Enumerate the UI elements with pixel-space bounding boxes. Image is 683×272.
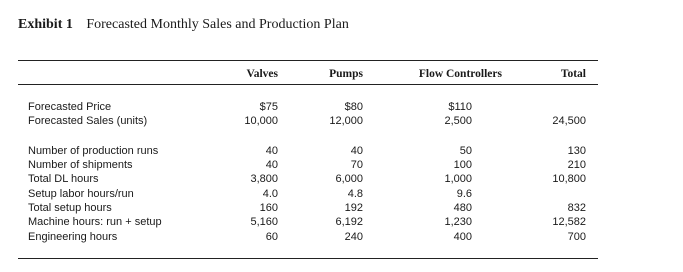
row-label: Forecasted Price	[28, 101, 112, 113]
exhibit-title	[18, 17, 349, 33]
table-cell: 100	[453, 159, 472, 171]
exhibit-label: Exhibit 1	[18, 17, 73, 32]
table-cell: 832	[567, 202, 586, 214]
table-cell: 50	[459, 145, 472, 157]
row-label: Number of production runs	[28, 145, 159, 157]
table-cell: 400	[453, 231, 472, 243]
column-header-flow-controllers: Flow Controllers	[418, 68, 502, 80]
row-label: Number of shipments	[28, 159, 133, 171]
table-cell: 240	[344, 231, 363, 243]
exhibit-caption: Forecasted Monthly Sales and Production Plan	[86, 17, 349, 32]
table-cell: 60	[265, 231, 278, 243]
top-rule	[18, 60, 598, 61]
table-cell: $80	[344, 101, 363, 113]
table-cell: 10,800	[552, 173, 586, 185]
table-cell: 70	[350, 159, 363, 171]
table-cell: 40	[350, 145, 363, 157]
column-header-valves: Valves	[246, 68, 278, 80]
bottom-rule	[18, 258, 598, 259]
table-cell: 40	[265, 159, 278, 171]
row-label: Forecasted Sales (units)	[28, 115, 148, 127]
table-cell: 6,000	[335, 173, 363, 185]
table-cell: 10,000	[244, 115, 278, 127]
table-cell: $75	[259, 101, 278, 113]
table-cell: 1,000	[444, 173, 472, 185]
column-header-total: Total	[560, 68, 586, 80]
table-cell: 4.0	[262, 188, 278, 200]
table-cell: 1,230	[444, 216, 472, 228]
table-cell: 210	[567, 159, 586, 171]
header-rule	[18, 84, 598, 85]
table-cell: 4.8	[347, 188, 363, 200]
table-cell: 9.6	[456, 188, 472, 200]
row-label: Engineering hours	[28, 231, 118, 243]
table-cell: 24,500	[552, 115, 586, 127]
table-cell: 12,582	[552, 216, 586, 228]
table-cell: 6,192	[335, 216, 363, 228]
table-cell: $110	[448, 101, 472, 113]
table-cell: 192	[344, 202, 363, 214]
table-cell: 3,800	[250, 173, 278, 185]
table-cell: 160	[259, 202, 278, 214]
table-cell: 40	[265, 145, 278, 157]
table-cell: 12,000	[329, 115, 363, 127]
row-label: Machine hours: run + setup	[28, 216, 162, 228]
column-header-pumps: Pumps	[329, 68, 363, 80]
table-cell: 700	[567, 231, 586, 243]
table-cell: 130	[567, 145, 586, 157]
table-cell: 480	[453, 202, 472, 214]
table-cell: 5,160	[250, 216, 278, 228]
row-label: Total setup hours	[28, 202, 112, 214]
table-cell: 2,500	[444, 115, 472, 127]
row-label: Total DL hours	[28, 173, 99, 185]
row-label: Setup labor hours/run	[28, 188, 134, 200]
